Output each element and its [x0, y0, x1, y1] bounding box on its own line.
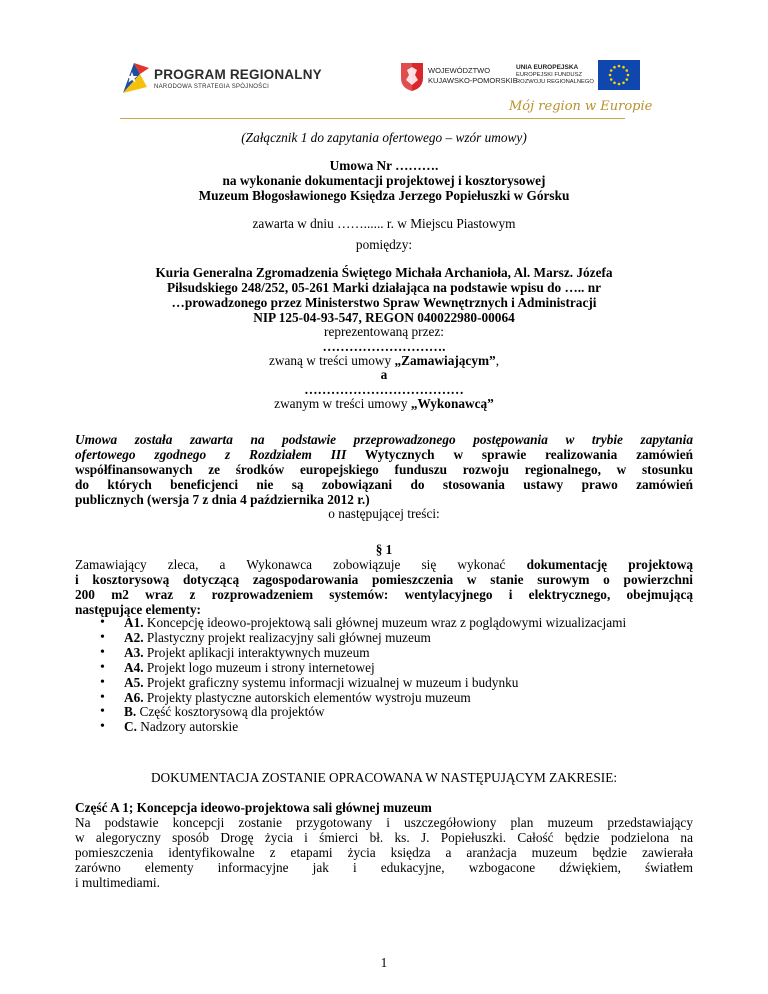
par1-line2: i kosztorysową dotyczącą zagospodarowania pomieszczenia w stanie surowym o powierzchni [75, 572, 693, 587]
woj-line2: KUJAWSKO-POMORSKIE [428, 76, 518, 85]
par1-line3: 200 m2 wraz z rozprowadzeniem systemów: wentylacyjnego i elektrycznego, obejmującą [75, 587, 693, 602]
party1-line4: NIP 125-04-93-547, REGON 040022980-00064 [253, 310, 515, 325]
item-code: A4. [124, 659, 144, 675]
header-rule [120, 118, 625, 119]
par1-line1 [75, 557, 693, 573]
par1-line4: następujące elementy: [75, 602, 201, 617]
concluded-line: zawarta w dniu ……...... r. w Miejscu Piastowym [252, 216, 516, 231]
dots-line1: ………………………. [322, 339, 446, 354]
item-text: Nadzory autorskie [136, 719, 239, 735]
ue-line1: UNIA EUROPEJSKA [516, 64, 579, 71]
party1-line3: …prowadzonego przez Ministerstwo Spraw Wewnętrznych i Administracji [171, 295, 597, 310]
program-regionalny-logo [120, 60, 360, 94]
part-a1-heading: Część A 1; Koncepcja ideowo-projektowa sali głównej muzeum [75, 800, 432, 815]
eu-flag-icon [598, 60, 640, 90]
called1-post: , [495, 353, 500, 368]
eu-logo [516, 58, 642, 96]
item-code: A1. [124, 615, 144, 630]
item-text: Projekt aplikacji interaktywnych muzeum [143, 644, 370, 660]
party1-line2: Piłsudskiego 248/252, 05-261 Marki działająca na podstawie wpisu do ….. nr [166, 280, 602, 295]
woj-line1: WOJEWÓDZTWO [428, 66, 491, 75]
basis-line2-italic: ofertowego zgodnego z Rozdziałem III [75, 447, 347, 462]
item-code: C. [124, 719, 137, 735]
par1-line1-normal: Zamawiający zleca, a Wykonawca zobowiązuje się wykonać [75, 557, 527, 572]
item-text: Projekty plastyczne autorskich elementów wystroju muzeum [143, 689, 471, 705]
list-item [100, 705, 700, 720]
contract-title-line2: na wykonanie dokumentacji projektowej i kosztorysowej [222, 173, 546, 188]
program-regionalny-emblem [120, 60, 150, 94]
item-text: Plastyczny projekt realizacyjny sali głównej muzeum [143, 629, 431, 645]
represented-line: reprezentowaną przez: [324, 324, 444, 339]
part-a1-line2: w alegoryczny sposób Drogę życia i śmierci bł. ks. J. Popiełuszki. Całość będzie podzielona na [75, 830, 693, 845]
list-item [100, 646, 700, 661]
basis-line6: o następującej treści: [328, 506, 440, 521]
basis-line3: współfinansowanych ze środków europejskiego funduszu rozwoju regionalnego, w stosunku [75, 462, 693, 477]
part-a1-line3: pomieszczenia identyfikowalne z etapami życia księdza a aranżacja muzeum będzie zawierała [75, 845, 693, 860]
par1-line1-bold: dokumentację projektową [526, 557, 693, 572]
program-subtitle: NARODOWA STRATEGIA SPÓJNOŚCI [154, 84, 270, 90]
basis-line4: do których beneficjenci nie są zobowiązani do stosowania ustawy prawo zamówień [75, 477, 693, 492]
called1-pre: zwaną w treści umowy [268, 353, 395, 368]
basis-line2 [75, 447, 693, 463]
called2-bold: „Wykonawcą” [410, 396, 494, 411]
scope-heading: DOKUMENTACJA ZOSTANIE OPRACOWANA W NASTĘPUJĄCYM ZAKRESIE: [150, 770, 618, 785]
called2-pre: zwanym w treści umowy [274, 396, 411, 411]
page-number: 1 [380, 955, 388, 970]
list-item [100, 616, 700, 631]
dots-line2: ……………………………… [304, 382, 464, 397]
item-text: Projekt graficzny systemu informacji wizualnej w muzeum i budynku [143, 674, 519, 690]
ue-line2: EUROPEJSKI FUNDUSZ [516, 72, 583, 78]
basis-line5: publicznych (wersja 7 z dnia 4 października 2012 r.) [75, 492, 370, 507]
list-item [100, 691, 700, 706]
called-wykonawca [0, 396, 768, 412]
and-line: a [380, 367, 388, 382]
part-a1-line5: i multimediami. [75, 875, 160, 890]
item-code: A5. [124, 674, 144, 690]
wojewodztwo-logo [400, 60, 520, 96]
item-text: Projekt logo muzeum i strony internetowej [143, 659, 375, 675]
contract-title-line3: Muzeum Błogosławionego Księdza Jerzego Popiełuszki w Górsku [198, 188, 570, 203]
item-code: A3. [124, 644, 144, 660]
between-line: pomiędzy: [355, 237, 413, 252]
list-item [100, 661, 700, 676]
list-item [100, 720, 700, 735]
coat-of-arms-icon [400, 62, 424, 92]
slogan: Mój region w Europie [509, 99, 653, 114]
list-item [100, 676, 700, 691]
ue-line3: ROZWOJU REGIONALNEGO [516, 79, 594, 85]
contract-title-line1: Umowa Nr ………. [329, 158, 439, 173]
item-code: A2. [124, 629, 144, 645]
party1-line1: Kuria Generalna Zgromadzenia Świętego Michała Archanioła, Al. Marsz. Józefa [155, 265, 613, 280]
item-code: B. [124, 704, 137, 720]
program-title: PROGRAM REGIONALNY [154, 67, 322, 82]
item-text: Część kosztorysową dla projektów [136, 704, 325, 720]
part-a1-line4: zarówno elementy informacyjne jak i edukacyjne, wzbogacone dźwiękiem, światłem [75, 860, 693, 875]
called1-bold: „Zamawiającym” [394, 353, 496, 368]
item-text: Koncepcję ideowo-projektową sali głównej muzeum wraz z poglądowymi wizualizacjami [143, 615, 627, 630]
section-symbol: § 1 [375, 542, 393, 557]
part-a1-line1: Na podstawie koncepcji zostanie przygotowany i uszczegółowiony plan muzeum przedstawiający [75, 815, 693, 830]
basis-line2-rest: Wytycznych w sprawie realizowania zamówień [346, 447, 693, 462]
list-item [100, 631, 700, 646]
basis-line1: Umowa została zawarta na podstawie przeprowadzonego postępowania w trybie zapytania [75, 432, 693, 447]
annex-note: (Załącznik 1 do zapytania ofertowego – wzór umowy) [241, 130, 527, 145]
item-code: A6. [124, 689, 144, 705]
header-logos [0, 54, 768, 124]
elements-list [100, 616, 700, 735]
